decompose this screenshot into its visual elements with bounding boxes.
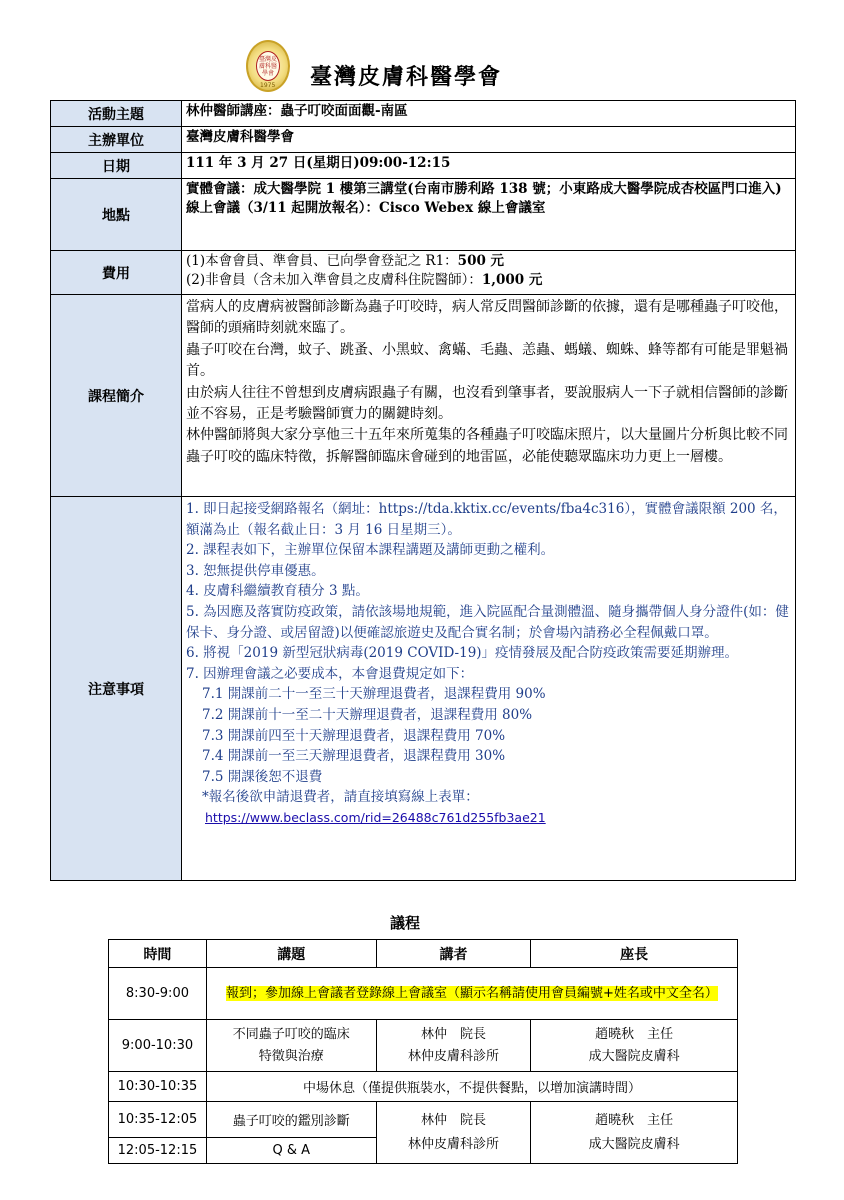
note-item: 7. 因辦理會議之必要成本，本會退費規定如下：: [186, 665, 474, 682]
location-label: 地點: [51, 179, 182, 251]
agenda-chair: [531, 1102, 738, 1164]
organizer-row: [51, 127, 796, 153]
agenda-time: 10:30-10:35: [109, 1072, 207, 1102]
date-label: 日期: [51, 153, 182, 179]
intro-paragraph: 蟲子叮咬在台灣，蚊子、跳蚤、小黑蚊、禽蟎、毛蟲、恙蟲、螞蟻、蜘蛛、蜂等都有可能是罪魁禍首。: [186, 341, 788, 380]
logo-seal: [256, 51, 280, 81]
agenda-table: [108, 939, 738, 1164]
fee-value: [182, 251, 796, 295]
fee-member-text: (1)本會會員、準會員、已向學會登記之 R1：: [186, 253, 458, 269]
agenda-time: 12:05-12:15: [109, 1138, 207, 1164]
note-item: 4. 皮膚科繼續教育積分 3 點。: [186, 583, 369, 600]
location-online: 線上會議（3/11 起開放報名）：Cisco Webex 線上會議室: [186, 200, 546, 216]
intro-paragraph: 當病人的皮膚病被醫師診斷為蟲子叮咬時，病人常反問醫師診斷的依據，還有是哪種蟲子叮咬他，醫師的頭痛時刻就來臨了。: [186, 299, 788, 337]
chair-affiliation: 成大醫院皮膚科: [588, 1136, 680, 1152]
fee-nonmember-text: (2)非會員（含未加入準會員之皮膚科住院醫師）：: [186, 272, 482, 288]
speaker-name: 林仲 院長: [420, 1026, 486, 1042]
chair-name: 趙曉秋 主任: [595, 1112, 674, 1128]
agenda-time: 9:00-10:30: [109, 1020, 207, 1072]
agenda-time: 8:30-9:00: [109, 968, 207, 1020]
location-row: [51, 179, 796, 251]
agenda-topic: [206, 1020, 376, 1072]
fee-nonmember: [186, 271, 791, 290]
fee-row: [51, 251, 796, 295]
notes-value: [182, 497, 796, 881]
fee-label: 費用: [51, 251, 182, 295]
col-time-header: 時間: [109, 940, 207, 968]
refund-link-wrap: [186, 808, 791, 829]
organizer-value: 臺灣皮膚科醫學會: [182, 127, 796, 153]
intro-value: [182, 295, 796, 497]
organizer-label: 主辦單位: [51, 127, 182, 153]
logo-year: 1975: [260, 82, 276, 89]
note-item: 2. 課程表如下，主辦單位保留本課程講題及講師更動之權利。: [186, 542, 555, 559]
agenda-title: 議程: [390, 914, 421, 932]
chair-name: 趙曉秋 主任: [595, 1026, 674, 1042]
topic-value: 林仲醫師講座：蟲子叮咬面面觀-南區: [182, 101, 796, 127]
chair-affiliation: 成大醫院皮膚科: [588, 1048, 680, 1064]
col-chair-header: 座長: [531, 940, 738, 968]
refund-rule: 7.2 開課前十一至二十天辦理退費者，退課程費用 80%: [202, 706, 533, 723]
refund-rule: 7.3 開課前四至十天辦理退費者，退課程費用 70%: [202, 727, 506, 744]
agenda-registration-text: 報到；參加線上會議者登錄線上會議室（顯示名稱請使用會員編號+姓名或中文全名）: [225, 985, 718, 1001]
speaker-affiliation: 林仲皮膚科診所: [407, 1136, 499, 1152]
page-title: 臺灣皮膚科醫學會: [310, 64, 503, 90]
agenda-topic-line: 特徵與治療: [258, 1048, 324, 1064]
notes-row: [51, 497, 796, 881]
agenda-break: 中場休息（僅提供瓶裝水，不提供餐點，以增加演講時間）: [206, 1072, 737, 1102]
agenda-row: [109, 1102, 738, 1138]
location-value: [182, 179, 796, 251]
topic-label: 活動主題: [51, 101, 182, 127]
intro-label: 課程簡介: [51, 295, 182, 497]
refund-note: *報名後欲申請退費者，請直接填寫線上表單：: [202, 789, 479, 806]
speaker-name: 林仲 院長: [420, 1112, 486, 1128]
refund-form-link[interactable]: https://www.beclass.com/rid=26488c761d255fb3ae21: [205, 809, 546, 825]
note-item: 1. 即日起接受網路報名（網址：https://tda.kktix.cc/events/fba4c316），實體會議限額 200 名，額滿為止（報名截止日：3 月 16 日星期三）。: [186, 501, 787, 538]
fee-nonmember-amount: 1,000 元: [481, 272, 543, 288]
intro-paragraph: 由於病人往往不曾想到皮膚病跟蟲子有關，也沒看到肇事者，要說服病人一下子就相信醫師的診斷並不容易，正是考驗醫師實力的關鍵時刻。: [186, 384, 788, 423]
refund-rule: 7.4 開課前一至三天辦理退費者，退課程費用 30%: [202, 748, 506, 765]
col-topic-header: 講題: [206, 940, 376, 968]
note-item: 5. 為因應及落實防疫政策，請依該場地規範，進入院區配合量測體溫、隨身攜帶個人身分證件(如：健保卡、身分證、或居留證)以便確認旅遊史及配合實名制；於會場內請務必全程佩戴口罩。: [186, 603, 789, 641]
agenda-time: 10:35-12:05: [109, 1102, 207, 1138]
refund-rule: 7.5 開課後恕不退費: [202, 768, 323, 785]
notes-label: 注意事項: [51, 497, 182, 881]
speaker-affiliation: 林仲皮膚科診所: [407, 1048, 499, 1064]
agenda-row: [109, 968, 738, 1020]
date-value: 111 年 3 月 27 日(星期日)09:00-12:15: [182, 153, 796, 179]
agenda-row: [109, 1072, 738, 1102]
note-item: 3. 恕無提供停車優惠。: [186, 562, 325, 579]
note-item: 6. 將視「2019 新型冠狀病毒(2019 COVID-19)」疫情發展及配合防疫政策需要延期辦理。: [186, 645, 739, 662]
topic-row: [51, 101, 796, 127]
logo-text: 臺灣皮膚科醫學會: [258, 56, 277, 77]
intro-row: [51, 295, 796, 497]
event-info-table: [50, 100, 796, 881]
agenda-row: [109, 1020, 738, 1072]
col-speaker-header: 講者: [376, 940, 531, 968]
agenda-speaker: [376, 1102, 531, 1164]
location-physical: 實體會議：成大醫學院 1 樓第三講堂(台南市勝利路 138 號；小東路成大醫學院成杏校區門口進入): [186, 181, 782, 197]
fee-member: [186, 252, 791, 271]
agenda-speaker: [376, 1020, 531, 1072]
agenda-header-row: [109, 940, 738, 968]
page-header: [0, 36, 844, 92]
date-row: [51, 153, 796, 179]
agenda-topic: Q & A: [206, 1138, 376, 1164]
refund-rule: 7.1 開課前二十一至三十天辦理退費者，退課程費用 90%: [202, 686, 546, 703]
association-logo: [246, 40, 290, 92]
agenda-chair: [531, 1020, 738, 1072]
fee-member-amount: 500 元: [457, 253, 505, 269]
agenda-topic-line: 不同蟲子叮咬的臨床: [232, 1026, 350, 1042]
agenda-topic: 蟲子叮咬的鑑別診斷: [206, 1102, 376, 1138]
intro-paragraph: 林仲醫師將與大家分享他三十五年來所蒐集的各種蟲子叮咬臨床照片，以大量圖片分析與比較不同蟲子叮咬的臨床特徵，拆解醫師臨床會碰到的地雷區，必能使聽眾臨床功力更上一層樓。: [186, 427, 788, 465]
agenda-registration-cell: [206, 968, 737, 1020]
